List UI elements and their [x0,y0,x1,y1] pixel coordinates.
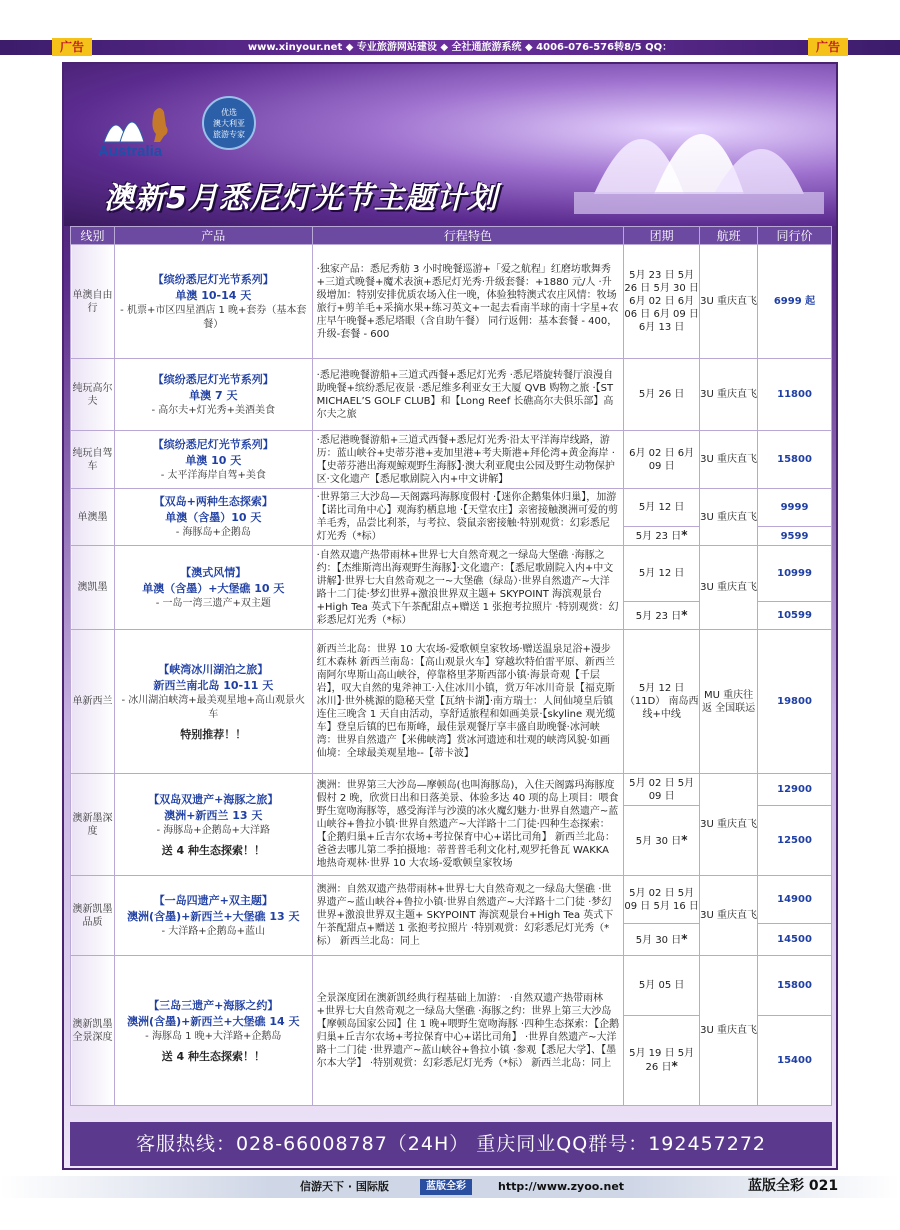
flight-cell: 3U 重庆直飞 [700,489,758,546]
badge-circle [202,96,256,150]
table-row [71,956,832,1016]
product-note: - 高尔夫+灯光秀+美酒美食 [151,404,276,416]
line-cell: 单澳墨 [71,489,115,546]
product-special: 送 4 种生态探索！！ [161,844,265,857]
badge-line-2: 澳大利亚 [213,119,245,128]
product-note: - 冰川湖泊峡湾+最美观星地+高山观景火车 [121,695,306,720]
product-series: 【一岛四遗产+双主题】 [153,893,273,907]
price-cell: 15800 [758,956,832,1016]
dates-cell-alt [624,527,700,546]
price-cell: 15800 [758,431,832,489]
product-duration: 单澳（含墨）10 天 [165,511,262,524]
price-cell: 11800 [758,359,832,431]
date-text: 5月 23 日 [635,531,682,542]
features-cell: ·自然双遗产热带雨林+世界七大自然奇观之一绿岛大堡礁 ·海豚之约：【杰维斯湾出海观野生海豚】·文化遗产：【悉尼歌剧院入内+中文讲解】·世界七大自然奇观之一~大堡礁（绿岛）·世界自然遗产~大洋路十二门徒·梦幻世界+激浪世界双主题+ SKYPOINT 海滨观景台+High Tea 英式下午茶配甜点+赠送 1 张抱考拉照片 ·特别观赏：幻彩悉尼灯光秀（*标） [312,546,624,630]
bottom-badge: 蓝版全彩 [420,1179,472,1195]
product-duration: 澳洲+新西兰 13 天 [164,809,263,822]
badge-line-1: 优选 [221,108,237,117]
dates-cell: 5月 02 日 5月 09 日 5月 16 日 [624,876,700,924]
product-note: - 太平洋海岸自驾+美食 [160,469,266,481]
australia-logo [94,94,184,160]
product-cell [114,546,312,630]
product-cell [114,956,312,1106]
table-row [71,245,832,359]
table-row [71,431,832,489]
features-cell: ·世界第三大沙岛—天阁露玛海豚度假村 ·【迷你企鹅集体归巢】，加游【诺比司角中心】观海豹栖息地 ·【天堂农庄】亲密接触澳洲可爱的剪羊毛秀，品尝比利茶，与考拉、袋鼠亲密接触·特别观赏：幻彩悉尼灯光秀（*标） [312,489,624,546]
ad-tag-right: 广告 [808,38,848,56]
flight-cell: 3U 重庆直飞 [700,431,758,489]
price-cell: 19800 [758,630,832,774]
dates-cell: 6月 02 日 6月 09 日 [624,431,700,489]
asterisk-mark: * [681,931,688,946]
dates-cell-alt [624,806,700,876]
product-duration: 澳洲(含墨)+新西兰+大堡礁 14 天 [127,1015,300,1028]
hotline-footer: 客服热线：028-66008787（24H） 重庆同业QQ群号：192457272 [70,1122,832,1166]
product-duration: 单澳 10-14 天 [175,288,252,302]
table-row [71,359,832,431]
asterisk-mark: * [681,528,688,542]
price-cell: 14900 [758,876,832,924]
dates-cell: 5月 23 日 5月 26 日 5月 30 日 6月 02 日 6月 06 日 6月 09 日 6月 13 日 [624,245,700,359]
svg-text:Australia: Australia [98,143,163,160]
table-row [71,774,832,806]
price-cell-alt: 10599 [758,602,832,630]
col-header-price: 同行价 [758,227,832,245]
date-text: 5月 19 日 5月 26 日 [629,1048,695,1073]
product-series: 【澳式风情】 [180,565,247,579]
product-note: - 海豚岛+企鹅岛+大洋路 [156,825,271,836]
table-row [71,489,832,527]
flight-cell: 3U 重庆直飞 [700,956,758,1106]
features-cell: 澳洲：自然双遗产热带雨林+世界七大自然奇观之一绿岛大堡礁 ·世界遗产~蓝山峡谷+鲁拉小镇·世界自然遗产~大洋路十二门徒 ·梦幻世界+激浪世界双主题+ SKYPOINT 海滨观景台+High Tea 英式下午茶配甜点+赠送 1 张抱考拉照片 ·特别观赏：幻彩悉尼灯光秀（*标） 新西兰北岛：同上 [312,876,624,956]
asterisk-mark: * [681,607,688,622]
table-row [71,546,832,602]
price-cell-alt: 12500 [758,806,832,876]
page-number: 蓝版全彩 021 [748,1178,839,1194]
product-note: - 海豚岛+企鹅岛 [175,527,251,538]
top-info-text: www.xinyour.net ◆ 专业旅游网站建设 ◆ 全社通旅游系统 ◆ 4006-076-576转8/5 QQ： [247,42,673,53]
price-cell: 9999 [758,489,832,527]
table-row [71,876,832,924]
price-cell: 12900 [758,774,832,806]
itinerary-table [70,226,832,1106]
flight-cell: 3U 重庆直飞 [700,546,758,630]
line-cell: 澳新墨深度 [71,774,115,876]
features-cell: 澳洲：世界第三大沙岛—摩顿岛(也叫海豚岛)，入住天阁露玛海豚度假村 2 晚，欣赏日出和日落美景、体验多达 40 项的岛上项目：喂食野生宽吻海豚等，感受海洋与沙漠的冰火魔幻魅力·世界自然遗产~蓝山峡谷+鲁拉小镇·世界自然遗产~大洋路十二门徒·四种生态探索：【企鹅归巢+丘吉尔农场+考拉保育中心+诺比司角】 新西兰北岛：爸爸去哪儿第二季拍摄地：蒂普普毛利文化村,观罗托鲁瓦 WAKKA 地热奇观林·世界 10 大农场-爱歌顿皇家牧场 [312,774,624,876]
product-series: 【缤纷悉尼灯光节系列】 [152,272,274,286]
flight-cell: MU 重庆往返 全国联运 [700,630,758,774]
table-header-row [71,227,832,245]
col-header-dates: 团期 [624,227,700,245]
price-cell-alt: 9599 [758,527,832,546]
product-duration: 新西兰南北岛 10-11 天 [153,679,274,692]
product-cell [114,774,312,876]
line-cell: 单澳自由行 [71,245,115,359]
ad-tag-left: 广告 [52,38,92,56]
product-note: - 一岛一湾三遗产+双主题 [155,597,271,609]
product-series: 【双岛双遗产+海豚之旅】 [148,793,279,806]
features-cell: 全景深度团在澳新凯经典行程基础上加游： ·自然双遗产热带雨林+世界七大自然奇观之一绿岛大堡礁 ·海豚之约：世界上第三大沙岛【摩顿岛国家公园】住 1 晚+喂野生宽吻海豚 ·四种生态探索：【企鹅归巢+丘吉尔农场+考拉保育中心+诺比司角】 ·世界自然遗产~大洋路十二门徒 ·世界遗产~蓝山峡谷+鲁拉小镇 ·参观【悉尼大学】、【墨尔本大学】 ·特别观赏：幻彩悉尼灯光秀（*标） 新西兰北岛：同上 [312,956,624,1106]
product-cell [114,876,312,956]
dates-cell: 5月 02 日 5月 09 日 [624,774,700,806]
bottom-url[interactable]: http://www.zyoo.net [498,1180,625,1193]
product-cell [114,630,312,774]
price-cell: 6999 起 [758,245,832,359]
dates-cell: 5月 12 日 [624,546,700,602]
product-duration: 澳洲(含墨)+新西兰+大堡礁 13 天 [127,909,300,923]
product-cell [114,245,312,359]
flight-cell: 3U 重庆直飞 [700,359,758,431]
product-note: - 大洋路+企鹅岛+蓝山 [161,925,266,937]
table-row [71,630,832,774]
flight-cell: 3U 重庆直飞 [700,876,758,956]
product-note: - 海豚岛 1 晚+大洋路+企鹅岛 [145,1031,282,1042]
features-cell: ·独家产品：悉尼秀舫 3 小时晚餐巡游+「爱之航程」红磨坊歌舞秀+三道式晚餐+魔术表演+悉尼灯光秀·升级套餐：+1880 元/人 ·升级增加：特别安排优质农场入住一晚，体验独特澳式农庄风情：牧场旅行+剪羊毛+采摘水果+练习英文+一起去看南半球的南十字星+农庄早午晚餐+悉尼塔眼（含自助午餐） 同行返佣：基本套餐 - 400，升级-套餐 - 600 [312,245,624,359]
flight-cell: 3U 重庆直飞 [700,245,758,359]
product-duration: 单澳 10 天 [185,453,242,467]
dates-cell: 5月 12 日 [624,489,700,527]
product-special: 送 4 种生态探索！！ [161,1050,265,1063]
asterisk-mark: * [671,1059,678,1073]
price-cell-alt: 14500 [758,924,832,956]
line-cell: 纯玩自驾车 [71,431,115,489]
features-cell: ·悉尼港晚餐游船+三道式西餐+悉尼灯光秀·沿太平洋海岸线路，游历：蓝山峡谷+史蒂芬港+麦加里港+考夫斯港+拜伦湾+黄金海岸 ·【史蒂芬港出海观鲸观野生海豚】·澳大利亚爬虫公园及野生动物保护区·文化遗产【悉尼歌剧院入内+中文讲解】 [312,431,624,489]
product-cell [114,431,312,489]
header-banner [64,64,836,226]
asterisk-mark: * [681,832,688,847]
product-cell [114,489,312,546]
product-series: 【三岛三遗产+海豚之约】 [148,999,279,1012]
product-duration: 单澳 7 天 [189,388,238,402]
dates-cell: 5月 26 日 [624,359,700,431]
line-cell: 澳新凯墨全景深度 [71,956,115,1106]
dates-cell: 5月 05 日 [624,956,700,1016]
dates-cell: 5月 12 日（11D） 南岛西线+中线 [624,630,700,774]
dates-cell-alt [624,602,700,630]
col-header-line: 线别 [71,227,115,245]
col-header-features: 行程特色 [312,227,624,245]
product-series: 【峡湾冰川湖泊之旅】 [158,663,269,676]
product-note: - 机票+市区四星酒店 1 晚+套券（基本套餐） [120,304,307,330]
page-title: 澳新5月悉尼灯光节主题计划 [104,181,498,216]
line-cell: 纯玩高尔夫 [71,359,115,431]
price-cell-alt: 15400 [758,1016,832,1106]
col-header-flight: 航班 [700,227,758,245]
product-series: 【缤纷悉尼灯光节系列】 [152,372,274,386]
price-cell: 10999 [758,546,832,602]
product-series: 【缤纷悉尼灯光节系列】 [152,437,274,451]
col-header-product: 产品 [114,227,312,245]
dates-cell-alt [624,924,700,956]
product-special: 特别推荐！！ [180,728,247,741]
line-cell: 澳新凯墨品质 [71,876,115,956]
opera-house-illustration [574,74,824,214]
flight-cell: 3U 重庆直飞 [700,774,758,876]
dates-cell-alt [624,1016,700,1106]
product-cell [114,359,312,431]
ad-frame [62,62,838,1170]
badge-line-3: 旅游专家 [213,130,245,139]
product-series: 【双岛+两种生态探索】 [153,495,273,508]
date-text: 5月 30 日 [635,934,682,946]
line-cell: 澳凯墨 [71,546,115,630]
line-cell: 单新西兰 [71,630,115,774]
date-text: 5月 30 日 [635,835,682,847]
product-duration: 单澳（含墨）+大堡礁 10 天 [142,581,285,595]
features-cell: 新西兰北岛：世界 10 大农场-爱歌顿皇家牧场·赠送温泉足浴+漫步红木森林 新西兰南岛：【高山观景火车】穿越坎特伯雷平原、新西兰南阿尔卑斯山高山峡谷，停靠格里茅斯西部小镇·海景奇观【千层岩】，叹大自然的鬼斧神工·入住冰川小镇，赏万年冰川奇景【福克斯冰川】·世外桃源的隐秘天堂【瓦纳卡湖】·南方瑞士：人间仙境皇后镇连住三晚含 1 天自由活动，享舒适旅程和如画美景·【skyline 观光缆车】登皇后镇的巴布斯峰，最佳景观餐厅享丰盛自助晚餐·冰河峡湾：世界自然遗产【米佛峡湾】赏冰河遗迹和壮观的峡湾风貌·如画仙境：全球最美观星地--【蒂卡波】 [312,630,624,774]
date-text: 5月 23 日 [635,610,682,622]
features-cell: ·悉尼港晚餐游船+三道式西餐+悉尼灯光秀 ·悉尼塔旋转餐厅浪漫自助晚餐+缤纷悉尼夜景 ·悉尼维多利亚女王大厦 QVB 购物之旅 ·【ST MICHAEL’S GOLF CLUB】和【Long Reef 长礁高尔夫俱乐部】高尔夫之旅 [312,359,624,431]
bottom-slogan: 信游天下 · 国际版 [300,1180,389,1193]
